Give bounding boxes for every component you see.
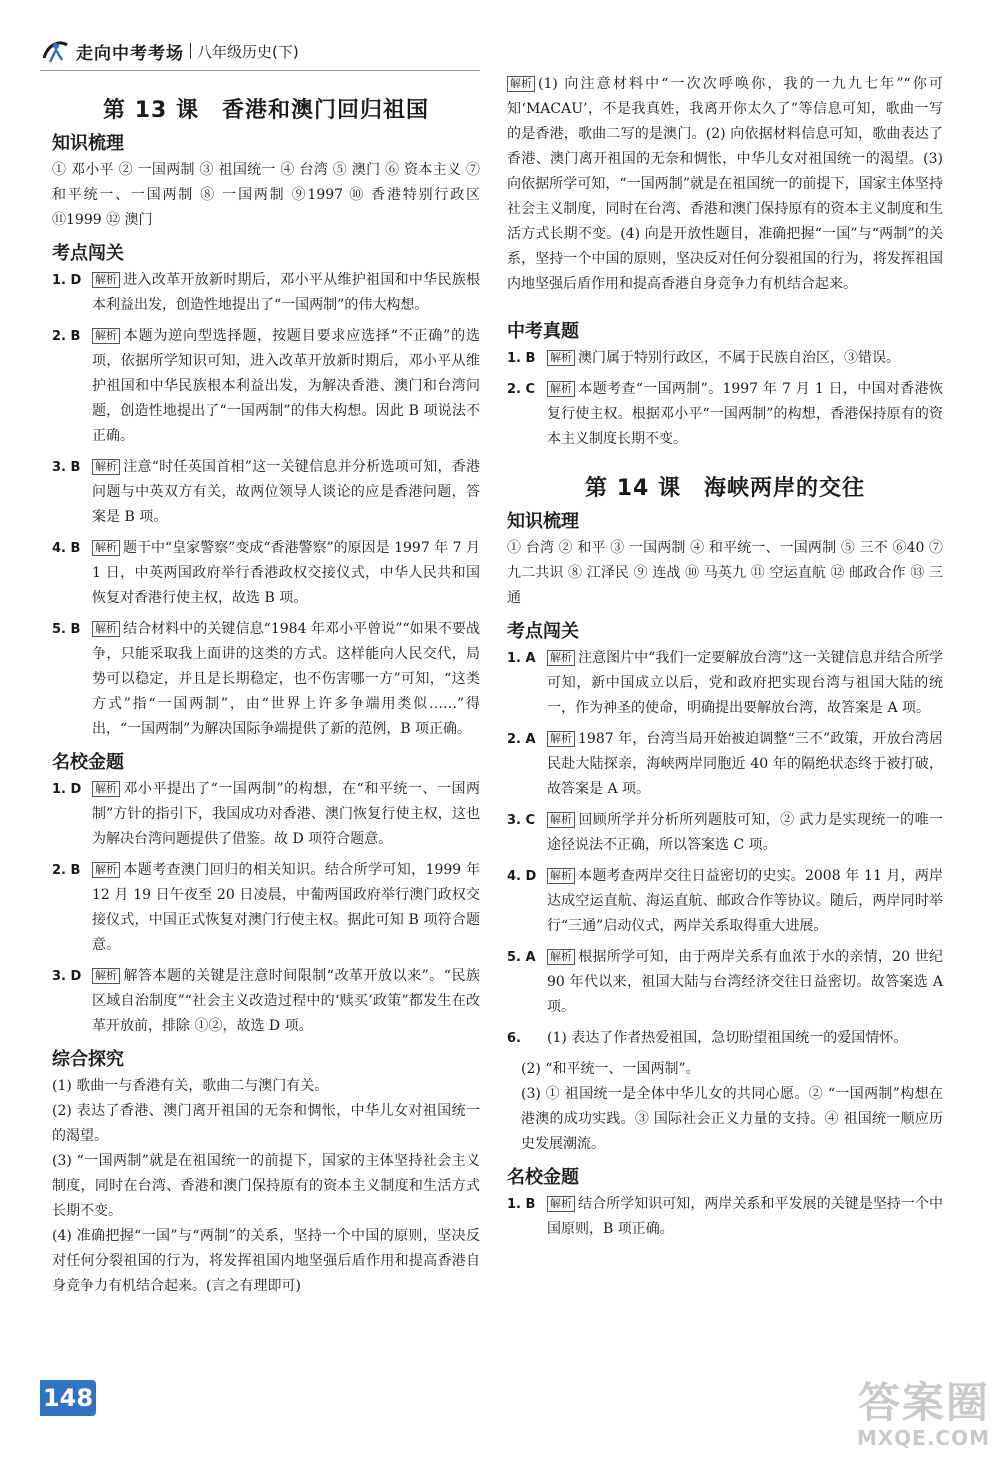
list-item	[52, 777, 480, 852]
analysis-tag: 解析	[547, 731, 575, 747]
item-number: 4. B	[52, 541, 81, 556]
header-divider	[190, 43, 191, 59]
list-item	[52, 964, 480, 1039]
watermark-url: MXQE.COM	[856, 1426, 990, 1450]
analysis-tag: 解析	[547, 812, 575, 828]
item-number: 5. B	[52, 622, 81, 637]
item-number: 1. B	[507, 351, 536, 366]
item-text: 根据所学可知，由于两岸关系有血浓于水的亲情，20 世纪 90 年代以来，祖国大陆与台湾经济交往日益密切。故答案选 A 项。	[547, 949, 943, 1015]
lesson14-title: 第 14 课 海峡两岸的交往	[585, 476, 865, 501]
list-item	[52, 536, 480, 611]
zonghe-answer-2: (2) 表达了香港、澳门离开祖国的无奈和惆怅，中华儿女对祖国统一的渴望。	[52, 1103, 480, 1144]
zhishi-14-answers: ① 台湾 ② 和平 ③ 一国两制 ④ 和平统一、一国两制 ⑤ 三不 ⑥40 ⑦ 九二共识 ⑧ 江泽民 ⑨ 连战 ⑩ 马英九 ⑪ 空运直航 ⑫ 邮政合作 ⑬ 三通	[507, 540, 943, 606]
item-number: 5. A	[507, 950, 536, 965]
item-text: 邓小平提出了“一国两制”的构想，在“和平统一、一国两制”方针的指引下，我国成功对香港、澳门恢复行使主权，这也为解决台湾问题提供了借鉴。故 D 项符合题意。	[92, 781, 480, 847]
analysis-tag: 解析	[547, 350, 575, 366]
list-item	[52, 324, 480, 449]
analysis-tag: 解析	[92, 540, 120, 556]
item-text: 本题考查两岸交往日益密切的史实。2008 年 11 月，两岸达成空运直航、海运直航、邮政合作等协议。随后，两岸同时举行“三通”启动仪式，两岸关系取得重大进展。	[547, 868, 943, 934]
analysis-text: (1) 向注意材料中“一次次呼唤你，我的一九九七年”“你可知‘MACAU’，不是我真姓，我离开你太久了”等信息可知，歌曲一写的是香港，歌曲二写的是澳门。(2) 向依据材料信息可知，歌曲表达了香港、澳门离开祖国的无奈和惆怅，中华儿女对祖国统一的渴望。(3) 向依据所学可知，“一国两制”就是在祖国统一的前提下，国家主体坚持社会主义制度，同时在台湾、香港和澳门保持原有的资本主义制度和生活方式长期不变。(4) 向是开放性题目，准确把握“一国”与“两制”的关系，坚持一个中国的原则，坚决反对任何分裂祖国的行为，将发挥祖国内地坚强后盾作用和提高香港自身竞争力有机结合起来。	[507, 76, 943, 292]
item-number: 1. B	[507, 1197, 536, 1212]
list-item	[52, 617, 480, 742]
zhishi-13-answers: ① 邓小平 ② 一国两制 ③ 祖国统一 ④ 台湾 ⑤ 澳门 ⑥ 资本主义 ⑦ 和平统一、一国两制 ⑧ 一国两制 ⑨1997 ⑩ 香港特别行政区 ⑪1999 ⑫ 澳门	[52, 162, 480, 228]
section-zhishi-13: 知识梳理	[52, 133, 124, 154]
list-item	[52, 268, 480, 318]
analysis-tag: 解析	[92, 781, 120, 797]
header-rule	[40, 70, 480, 71]
item-text: 本题考查“一国两制”。1997 年 7 月 1 日，中国对香港恢复行使主权。根据邓小平“一国两制”的构想，香港保持原有的资本主义制度长期不变。	[547, 381, 943, 447]
right-column	[507, 72, 943, 1248]
watermark-logo-text: 答案圈	[857, 1378, 990, 1427]
brand-name: 走向中考考场	[76, 43, 184, 64]
analysis-tag: 解析	[92, 459, 120, 475]
section-zhishi-14: 知识梳理	[507, 511, 579, 532]
item-text: 结合材料中的关键信息“1984 年邓小平曾说”“如果不要战争，只能采取我上面讲的这类的方式。这样能向人民交代，局势可以稳定，并且是长期稳定，也不伤害哪一方”可知，“这类方式”指“一国两制”，由“世界上许多争端用类似……”得出，“一国两制”为解决国际争端提供了新的范例，B 项正确。	[92, 621, 480, 737]
section-kaodian-14: 考点闯关	[507, 621, 579, 642]
item-number: 2. B	[52, 863, 81, 878]
item-number: 6.	[507, 1031, 521, 1046]
item-number: 1. D	[52, 782, 82, 797]
list-item	[52, 858, 480, 958]
list-item	[507, 808, 943, 858]
analysis-tag: 解析	[92, 968, 120, 984]
zonghe-answer-3: (3) “一国两制”就是在祖国统一的前提下，国家的主体坚持社会主义制度，同时在台湾、香港和澳门保持原有的资本主义制度和生活方式长期不变。	[52, 1153, 480, 1219]
lesson13-title: 第 13 课 香港和澳门回归祖国	[103, 98, 429, 123]
analysis-tag: 解析	[547, 650, 575, 666]
item-number: 3. C	[507, 813, 536, 828]
analysis-tag: 解析	[92, 272, 120, 288]
section-mingxiao-13: 名校金题	[52, 752, 124, 773]
page-number: 148	[40, 1380, 96, 1416]
item-text: 解答本题的关键是注意时间限制“改革开放以来”。“民族区域自治制度”“社会主义改造过程中的‘赎买’政策”都发生在改革开放前，排除 ①②，故选 D 项。	[92, 968, 480, 1034]
list-item	[52, 455, 480, 530]
analysis-tag: 解析	[92, 621, 120, 637]
zonghe-analysis	[507, 72, 943, 297]
item-text: 注意图片中“我们一定要解放台湾”这一关键信息并结合所学可知，新中国成立以后，党和政府把实现台湾与祖国大陆的统一，作为神圣的使命，明确提出要解放台湾，故答案是 A 项。	[547, 650, 943, 716]
item-number: 1. D	[52, 273, 82, 288]
list-item	[507, 646, 943, 721]
analysis-tag: 解析	[92, 328, 120, 344]
analysis-tag: 解析	[547, 381, 575, 397]
item-text: 注意“时任英国首相”这一关键信息并分析选项可知，香港问题与中英双方有关，故两位领导人谈论的应是香港问题，答案是 B 项。	[92, 459, 480, 525]
item-text: 澳门属于特别行政区，不属于民族自治区，③错误。	[578, 350, 900, 366]
analysis-tag: 解析	[547, 1196, 575, 1212]
q6-answer-2: (2) “和平统一、一国两制”。	[521, 1061, 700, 1077]
item-number: 1. A	[507, 651, 536, 666]
section-zhenti: 中考真题	[507, 321, 579, 342]
list-item	[507, 1192, 943, 1242]
q6-answer-3: (3) ① 祖国统一是全体中华儿女的共同心愿。② “一国两制”构想在港澳的成功实践。③ 国际社会正义力量的支持。④ 祖国统一顺应历史发展潮流。	[521, 1086, 943, 1152]
zonghe-answer-4: (4) 准确把握“一国”与“两制”的关系，坚持一个中国的原则，坚决反对任何分裂祖国的行为，将发挥祖国内地坚强后盾作用和提高香港自身竞争力有机结合起来。(言之有理即可)	[52, 1228, 480, 1294]
list-item	[507, 346, 943, 371]
item-number: 3. D	[52, 969, 82, 984]
item-text: 进入改革开放新时期后，邓小平从维护祖国和中华民族根本利益出发，创造性地提出了“一国两制”的伟大构想。	[92, 272, 480, 313]
item-text: (1) 表达了作者热爱祖国，急切盼望祖国统一的爱国情怀。	[547, 1030, 908, 1046]
item-text: 本题为逆向型选择题，按题目要求应选择“不正确”的选项，依据所学知识可知，进入改革开放新时期后，邓小平从维护祖国和中华民族根本利益出发，为解决香港、澳门和台湾问题，创造性地提出了“一国两制”的伟大构想。因此 B 项说法不正确。	[92, 328, 480, 444]
section-mingxiao-14: 名校金题	[507, 1167, 579, 1188]
item-number: 3. B	[52, 460, 81, 475]
watermark	[790, 1380, 990, 1460]
analysis-tag: 解析	[92, 862, 120, 878]
runner-logo-icon	[40, 36, 70, 66]
item-number: 2. C	[507, 382, 536, 397]
list-item	[507, 727, 943, 802]
list-item	[507, 377, 943, 452]
item-number: 2. A	[507, 732, 536, 747]
item-text: 回顾所学并分析所列题肢可知，② 武力是实现统一的唯一途径说法不正确，所以答案选 C 项。	[547, 812, 943, 853]
grade-label: 八年级历史(下)	[197, 42, 299, 61]
item-number: 4. D	[507, 869, 537, 884]
item-text: 本题考查澳门回归的相关知识。结合所学可知，1999 年 12 月 19 日午夜至 20 日凌晨，中葡两国政府举行澳门政权交接仪式，中国正式恢复对澳门行使主权。据此可知 B 项符合题意。	[92, 862, 480, 953]
left-column	[52, 86, 480, 1299]
list-item	[507, 1026, 943, 1051]
section-zonghe: 综合探究	[52, 1049, 124, 1070]
analysis-tag: 解析	[547, 949, 575, 965]
item-number: 2. B	[52, 329, 81, 344]
item-text: 1987 年，台湾当局开始被迫调整“三不”政策，开放台湾居民赴大陆探亲，海峡两岸同胞近 40 年的隔绝状态终于被打破，故答案是 A 项。	[547, 731, 943, 797]
list-item	[507, 864, 943, 939]
item-text: 题干中“皇家警察”变成“香港警察”的原因是 1997 年 7 月 1 日，中英两国政府举行香港政权交接仪式，中华人民共和国恢复对香港行使主权，故选 B 项。	[92, 540, 480, 606]
analysis-tag: 解析	[507, 76, 535, 92]
page-header	[40, 34, 299, 68]
item-text: 结合所学知识可知，两岸关系和平发展的关键是坚持一个中国原则，B 项正确。	[547, 1196, 943, 1237]
zonghe-answer-1: (1) 歌曲一与香港有关，歌曲二与澳门有关。	[52, 1078, 329, 1094]
analysis-tag: 解析	[547, 868, 575, 884]
section-kaodian-13: 考点闯关	[52, 243, 124, 264]
list-item	[507, 945, 943, 1020]
